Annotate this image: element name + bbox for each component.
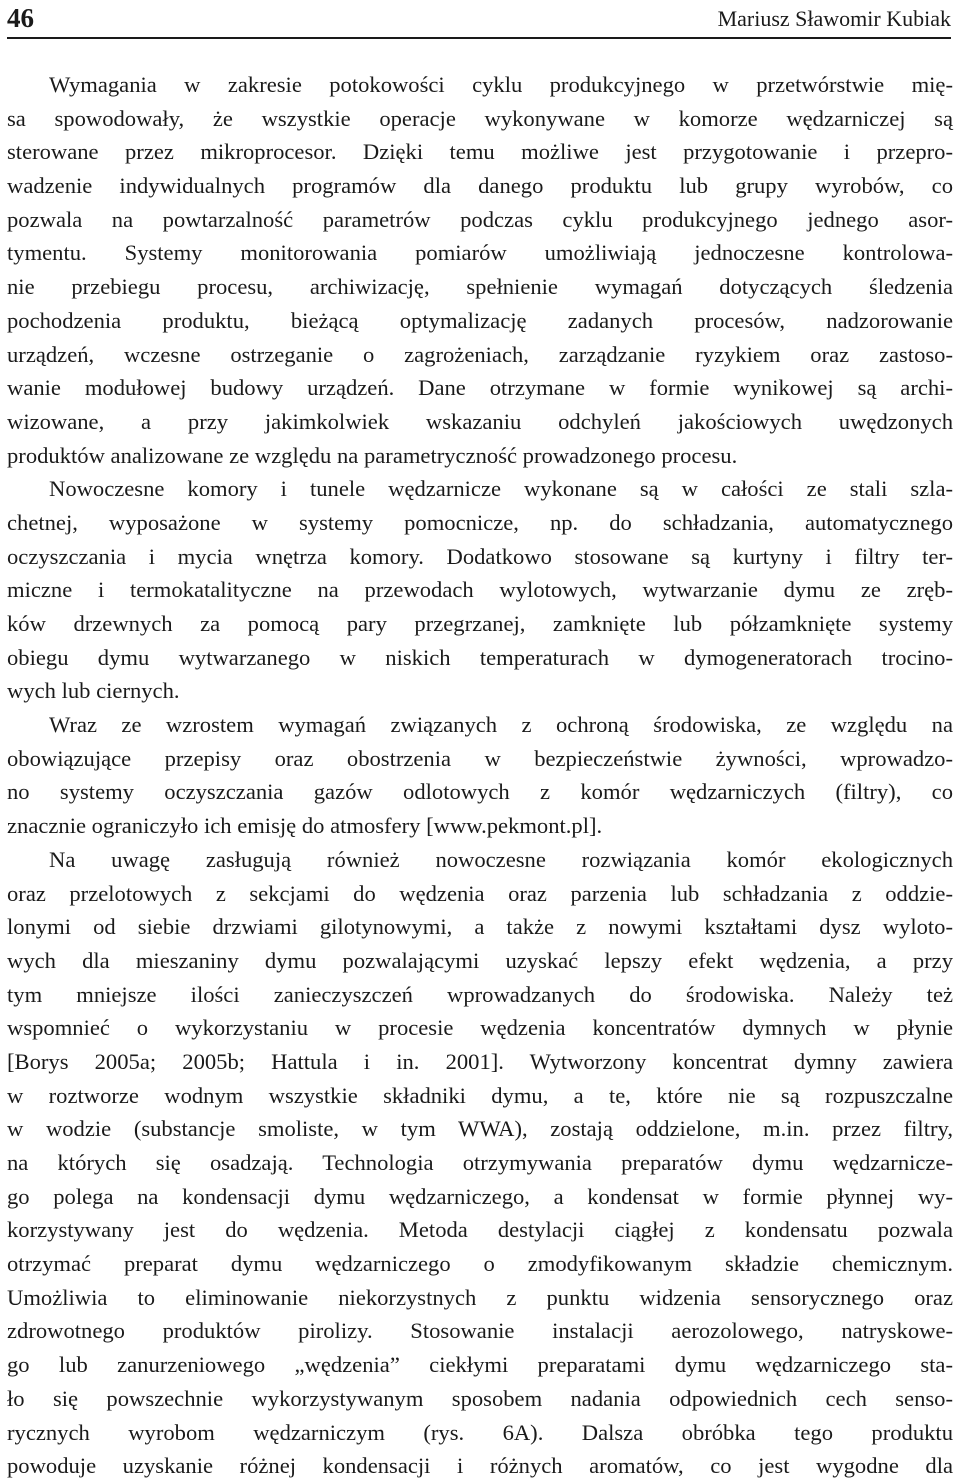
text-line: pochodzenia produktu, bieżącą optymalizację zadanych procesów, nadzorowanie bbox=[7, 307, 953, 333]
text-line: Na uwagę zasługują również nowoczesne rozwiązania komór ekologicznych bbox=[49, 846, 953, 872]
text-line: w roztworze wodnym wszystkie składniki dymu, a te, które nie są rozpuszczalne bbox=[7, 1082, 953, 1108]
paragraph bbox=[7, 472, 953, 708]
text-line: wych dla mieszaniny dymu pozwalającymi uzyskać lepszy efekt wędzenia, a przy bbox=[7, 947, 953, 973]
text-line: produktów analizowane ze względu na parametryczność prowadzonego procesu. bbox=[7, 442, 738, 468]
paragraph bbox=[7, 68, 953, 472]
text-line: wych lub ciernych. bbox=[7, 678, 180, 704]
text-line: Umożliwia to eliminowanie niekorzystnych z punktu widzenia sensorycznego oraz bbox=[7, 1284, 953, 1310]
text-line: oczyszczania i mycia wnętrza komory. Dodatkowo stosowane są kurtyny i filtry ter- bbox=[7, 543, 953, 569]
text-line: tym mniejsze ilości zanieczyszczeń wprowadzanych do środowiska. Należy też bbox=[7, 981, 953, 1007]
page-header bbox=[7, 0, 951, 39]
text-line: pozwala na powtarzalność parametrów podczas cyklu produkcyjnego jednego asor- bbox=[7, 206, 953, 232]
text-line: Nowoczesne komory i tunele wędzarnicze wykonane są w całości ze stali szla- bbox=[49, 476, 953, 502]
paragraph bbox=[7, 708, 953, 843]
text-line: otrzymać preparat dymu wędzarniczego o zmodyfikowanym składzie chemicznym. bbox=[7, 1251, 953, 1277]
text-line: powoduje uzyskanie różnej kondensacji i różnych aromatów, co jest wygodne dla bbox=[7, 1453, 953, 1479]
text-line: ków drzewnych za pomocą pary przegrzanej, zamknięte lub półzamknięte systemy bbox=[7, 611, 953, 636]
text-line: znacznie ograniczyło ich emisję do atmosfery [www.pekmont.pl]. bbox=[7, 813, 603, 839]
text-line: urządzeń, wczesne ostrzeganie o zagrożeniach, zarządzanie ryzykiem oraz zastoso- bbox=[7, 341, 953, 367]
text-line: chetnej, wyposażone w systemy pomocnicze, np. do schładzania, automatycznego bbox=[7, 509, 953, 535]
page-number: 46 bbox=[7, 3, 34, 33]
text-line: obowiązujące przepisy oraz obostrzenia w bezpieczeństwie żywności, wprowadzo- bbox=[7, 745, 953, 771]
text-line: [Borys 2005a; 2005b; Hattula i in. 2001]. Wytworzony koncentrat dymny zawiera bbox=[7, 1048, 953, 1074]
text-line: w wodzie (substancje smoliste, w tym WWA), zostają oddzielone, m.in. przez filtry, bbox=[7, 1116, 953, 1142]
text-line: ło się powszechnie wykorzystywanym sposobem nadania odpowiednich cech senso- bbox=[7, 1385, 953, 1411]
text-line: obiegu dymu wytwarzanego w niskich temperaturach w dymogeneratorach trocino- bbox=[7, 644, 953, 670]
text-line: na których się osadzają. Technologia otrzymywania preparatów dymu wędzarnicze- bbox=[7, 1150, 953, 1175]
text-line: sterowane przez mikroprocesor. Dzięki temu możliwe jest przygotowanie i przepro- bbox=[7, 139, 953, 165]
text-line: miczne i termokatalityczne na przewodach wylotowych, wytwarzanie dymu ze zręb- bbox=[7, 577, 953, 603]
running-header-author: Mariusz Sławomir Kubiak bbox=[717, 6, 951, 31]
text-line: go lub zanurzeniowego „wędzenia” ciekłymi preparatami dymu wędzarniczego sta- bbox=[7, 1352, 953, 1378]
text-line: rycznych wyrobom wędzarniczym (rys. 6A). Dalsza obróbka tego produktu bbox=[7, 1419, 953, 1445]
paragraph bbox=[7, 843, 953, 1483]
text-line: wanie modułowej budowy urządzeń. Dane otrzymane w formie wynikowej są archi- bbox=[7, 375, 953, 401]
text-line: sa spowodowały, że wszystkie operacje wykonywane w komorze wędzarniczej są bbox=[7, 105, 953, 131]
text-line: wspomnieć o wykorzystaniu w procesie wędzenia koncentratów dymnych w płynie bbox=[7, 1015, 953, 1041]
body-text bbox=[7, 68, 953, 1483]
text-line: nie przebiegu procesu, archiwizację, spełnienie wymagań dotyczących śledzenia bbox=[7, 274, 953, 300]
text-line: wadzenie indywidualnych programów dla danego produktu lub grupy wyrobów, co bbox=[7, 173, 953, 199]
text-line: Wymagania w zakresie potokowości cyklu produkcyjnego w przetwórstwie mię- bbox=[49, 72, 953, 97]
text-line: tymentu. Systemy monitorowania pomiarów umożliwiają jednoczesne kontrolowa- bbox=[7, 240, 953, 266]
text-line: go polega na kondensacji dymu wędzarniczego, a kondensat w formie płynnej wy- bbox=[7, 1183, 953, 1209]
text-line: Wraz ze wzrostem wymagań związanych z ochroną środowiska, ze względu na bbox=[49, 712, 953, 738]
text-line: zdrowotnego produktów pirolizy. Stosowanie instalacji aerozolowego, natryskowe- bbox=[7, 1318, 953, 1344]
text-line: lonymi od siebie drzwiami gilotynowymi, a także z nowymi kształtami dysz wyloto- bbox=[7, 914, 953, 940]
text-line: korzystywany jest do wędzenia. Metoda destylacji ciągłej z kondensatu pozwala bbox=[7, 1217, 953, 1243]
text-line: oraz przelotowych z sekcjami do wędzenia oraz parzenia lub schładzania z oddzie- bbox=[7, 880, 953, 906]
text-line: wizowane, a przy jakimkolwiek wskazaniu odchyleń jakościowych uwędzonych bbox=[7, 408, 953, 434]
text-line: no systemy oczyszczania gazów odlotowych z komór wędzarniczych (filtry), co bbox=[7, 779, 953, 805]
